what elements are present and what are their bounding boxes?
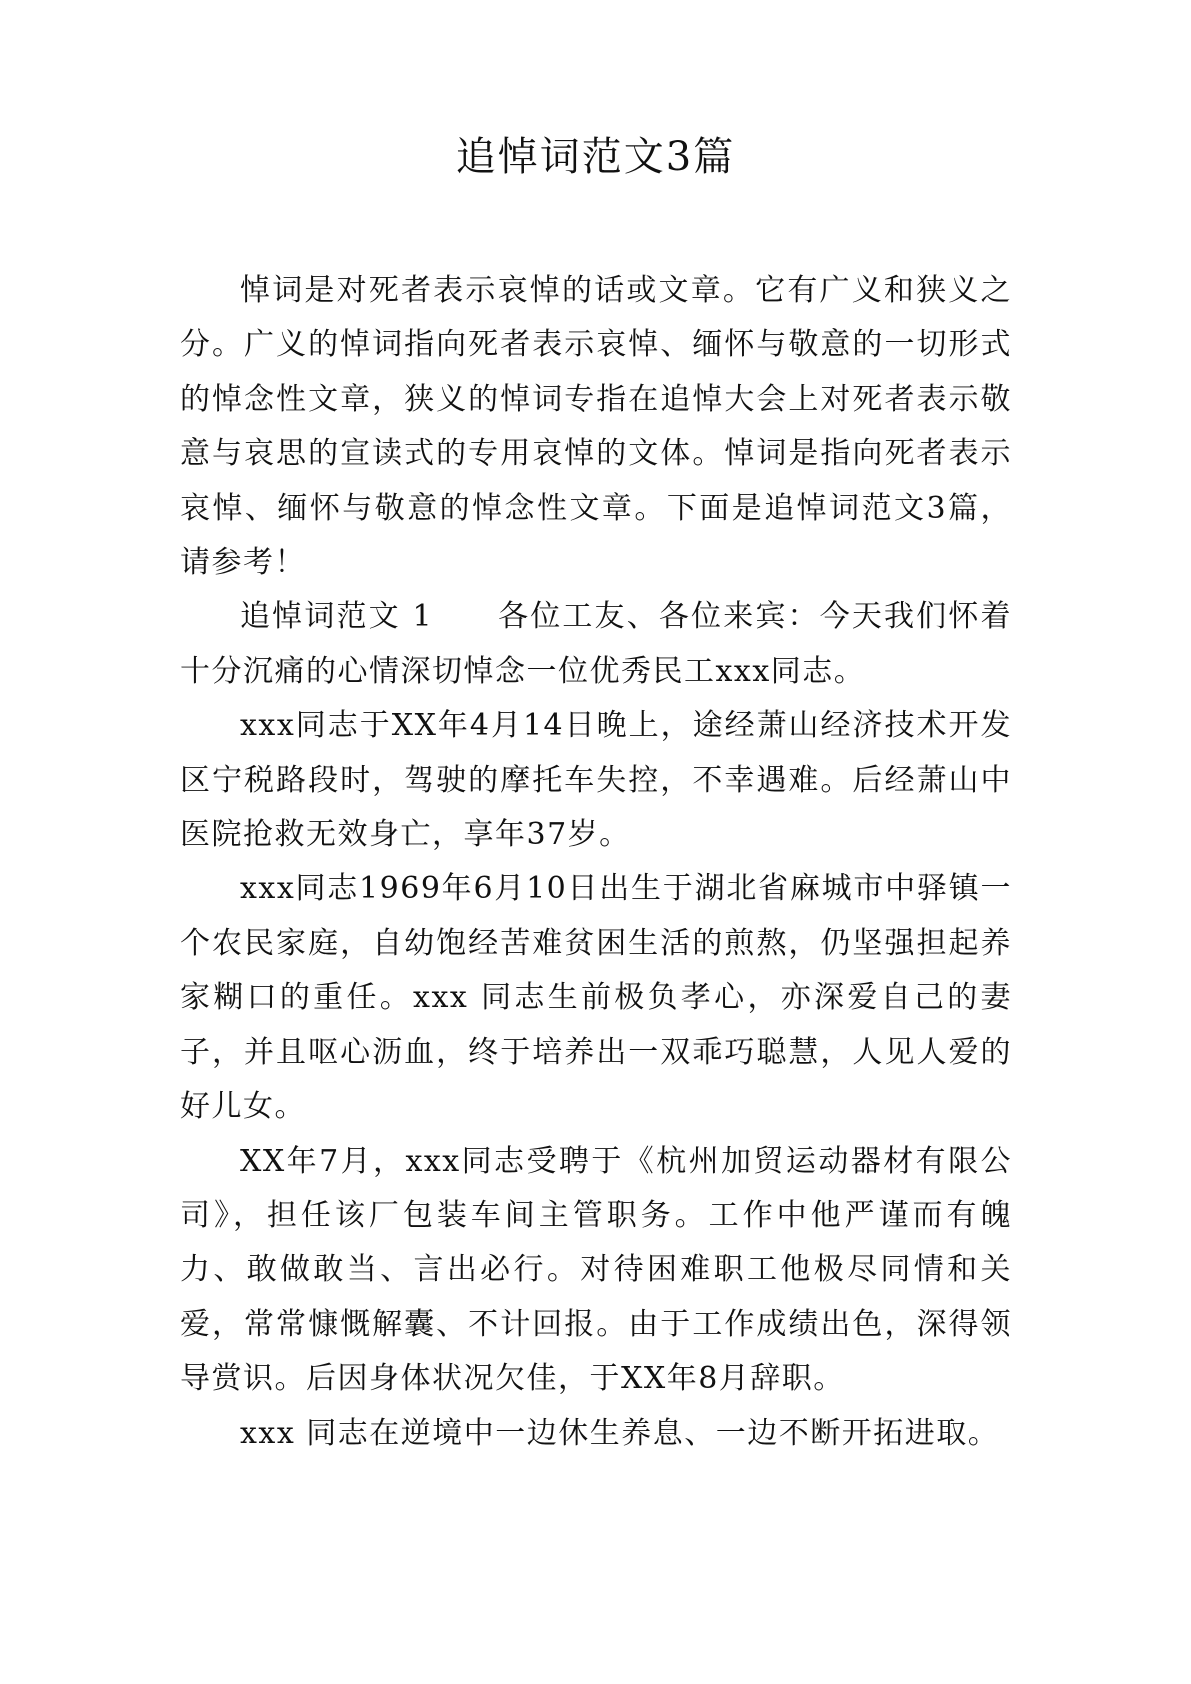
paragraph: xxx同志于XX年4月14日晚上，途经萧山经济技术开发区宁税路段时，驾驶的摩托车失控，不幸遇难。后经萧山中医院抢救无效身亡，享年37岁。 (180, 708, 1012, 853)
document-body (180, 264, 1012, 1461)
intro-paragraph: 悼词是对死者表示哀悼的话或文章。它有广义和狭义之分。广义的悼词指向死者表示哀悼、缅怀与敬意的一切形式的悼念性文章，狭义的悼词专指在追悼大会上对死者表示敬意与哀思的宣读式的专用哀悼的文体。悼词是指向死者表示哀悼、缅怀与敬意的悼念性文章。下面是追悼词范文3篇，请参考！ (180, 273, 1012, 581)
paragraph: 追悼词范文 1 各位工友、各位来宾：今天我们怀着十分沉痛的心情深切悼念一位优秀民工xxx同志。 (180, 599, 1012, 689)
paragraph: xxx 同志在逆境中一边休生养息、一边不断开拓进取。 (240, 1415, 1000, 1451)
paragraph: xxx同志1969年6月10日出生于湖北省麻城市中驿镇一个农民家庭，自幼饱经苦难贫困生活的煎熬，仍坚强担起养家糊口的重任。xxx 同志生前极负孝心，亦深爱自己的妻子，并且呕心沥血，终于培养出一双乖巧聪慧，人见人爱的好儿女。 (180, 871, 1012, 1125)
document-title: 追悼词范文3篇 (455, 134, 736, 180)
paragraph: XX年7月，xxx同志受聘于《杭州加贸运动器材有限公司》，担任该厂包装车间主管职务。工作中他严谨而有魄力、敢做敢当、言出必行。对待困难职工他极尽同情和关爱，常常慷慨解囊、不计回报。由于工作成绩出色，深得领导赏识。后因身体状况欠佳，于XX年8月辞职。 (180, 1143, 1012, 1397)
